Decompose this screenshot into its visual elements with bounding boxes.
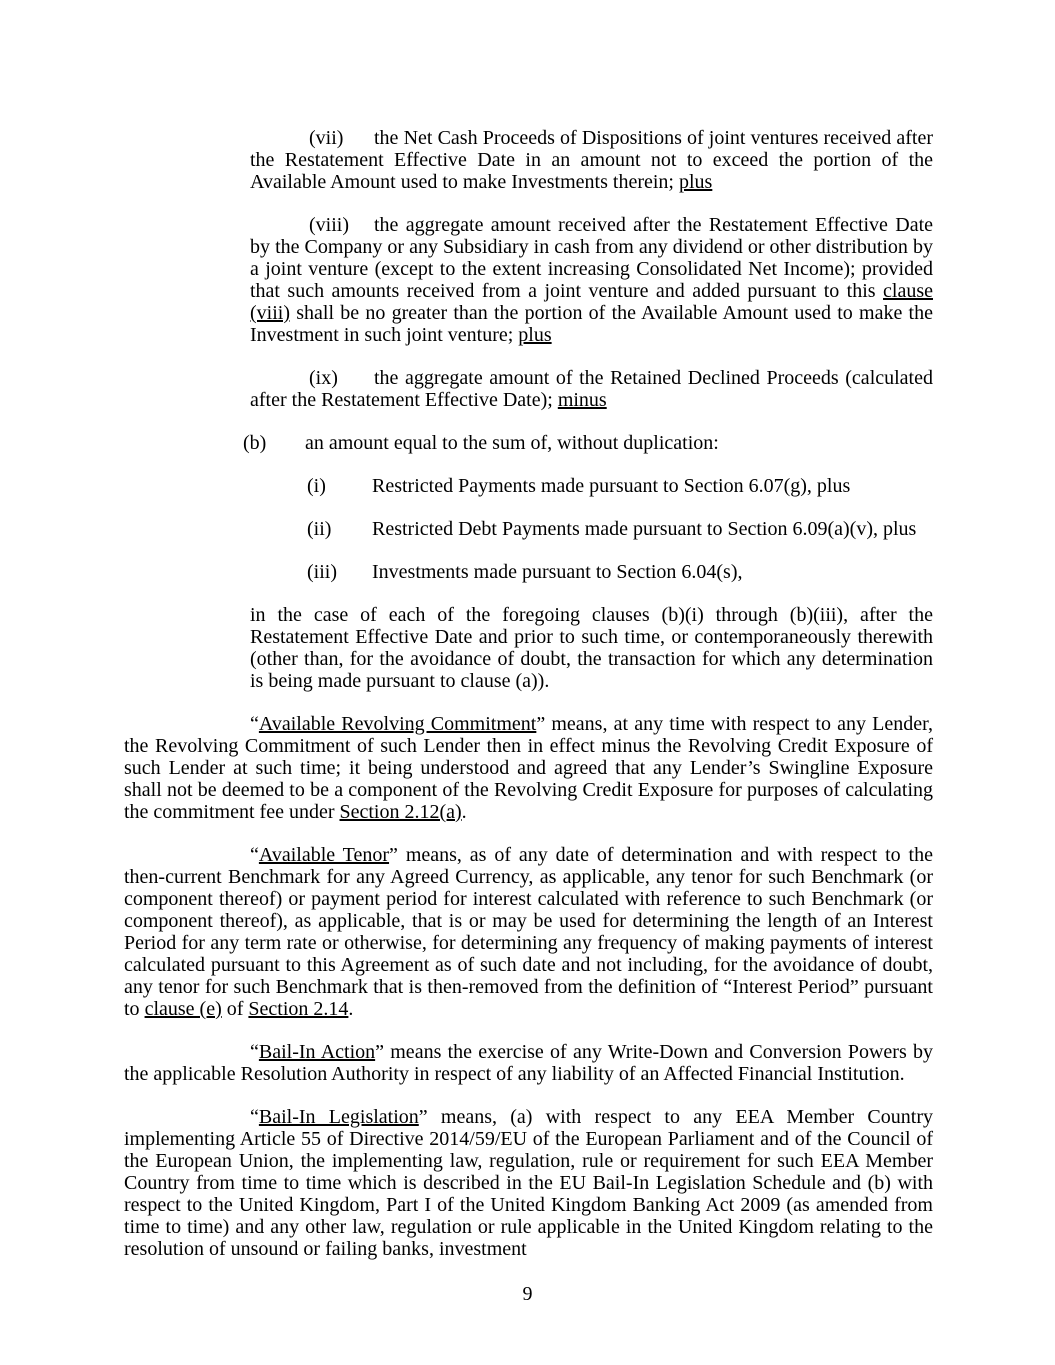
page-number: 9 <box>522 1283 533 1305</box>
list-paragraph <box>307 561 933 583</box>
paragraph <box>124 1106 933 1260</box>
underlined-term: Bail-In Legislation <box>258 1106 419 1128</box>
underlined-term: minus <box>557 389 607 411</box>
text-run: “ <box>250 713 259 735</box>
text-run: the Net Cash Proceeds of Dispositions of joint ventures received after the Restatement Effective Date in an amount not to exceed the portion of the Available Amount used to make Investments therein; <box>250 127 933 193</box>
text-run: “ <box>250 1106 259 1128</box>
text-run: of <box>221 998 249 1020</box>
underlined-term: Bail-In Action <box>258 1041 376 1063</box>
list-label: (viii) <box>309 214 349 236</box>
text-run: the aggregate amount of the Retained Declined Proceeds (calculated after the Restatement Effective Date); <box>250 367 933 411</box>
list-label: (vii) <box>309 127 344 149</box>
list-paragraph <box>250 127 933 193</box>
paragraph <box>124 1041 933 1085</box>
underlined-term: plus <box>518 324 552 346</box>
list-paragraph <box>307 518 933 540</box>
underlined-term: clause (e) <box>144 998 222 1020</box>
list-paragraph <box>243 432 933 454</box>
text-run: the aggregate amount received after the Restatement Effective Date by the Company or any Subsidiary in cash from any dividend or other distribution by a joint venture (except to the extent increasing Consolidated Net Income); provided that such amounts received from a joint venture and added pursuant to this <box>250 214 933 302</box>
text-run: an amount equal to the sum of, without duplication: <box>305 432 719 454</box>
text-run: in the case of each of the foregoing clauses (b)(i) through (b)(iii), after the Restatement Effective Date and prior to such time, or contemporaneously therewith (other than, for the avoidance of doubt, the transaction for which any determination is being made pursuant to clause (a)). <box>250 604 933 692</box>
text-run: Restricted Payments made pursuant to Section 6.07(g), plus <box>372 475 851 497</box>
text-run: ” means, (a) with respect to any EEA Member Country implementing Article 55 of Directive 2014/59/EU of the European Parliament and of the Council of the European Union, the implementing law, regulation, rule or requirement for such EEA Member Country from time to time which is described in the EU Bail-In Legislation Schedule and (b) with respect to the United Kingdom, Part I of the United Kingdom Banking Act 2009 (as amended from time to time) and any other law, regulation or rule applicable in the United Kingdom relating to the resolution of unsound or failing banks, investment <box>124 1106 933 1260</box>
underlined-term: plus <box>678 171 713 193</box>
paragraph <box>250 604 933 692</box>
underlined-term: Section 2.12(a) <box>339 801 462 823</box>
list-paragraph <box>250 214 933 346</box>
text-run: “ <box>250 844 259 866</box>
underlined-term: Available Tenor <box>258 844 390 866</box>
list-label: (ix) <box>309 367 338 389</box>
text-run: “ <box>250 1041 259 1063</box>
underlined-term: Section 2.14 <box>248 998 349 1020</box>
text-run: . <box>348 998 354 1020</box>
underlined-term: Available Revolving Commitment <box>258 713 537 735</box>
text-run: ” means, as of any date of determination and with respect to the then-current Benchmark for any Agreed Currency, as applicable, any tenor for such Benchmark (or component thereof) or payment period for interest calculated with reference to such Benchmark (or component thereof), as applicable, that is or may be used for determining the length of an Interest Period for any term rate or otherwise, for determining any frequency of making payments of interest calculated pursuant to this Agreement as of such date and not including, for the avoidance of doubt, any tenor for such Benchmark that is then-removed from the definition of “Interest Period” pursuant to <box>124 844 933 1020</box>
text-run: Investments made pursuant to Section 6.04(s), <box>372 561 743 583</box>
document-body <box>124 127 933 1281</box>
list-paragraph <box>307 475 933 497</box>
list-label: (i) <box>307 475 326 497</box>
text-run: shall be no greater than the portion of the Available Amount used to make the Investment in such joint venture; <box>250 302 933 346</box>
text-run: . <box>461 801 467 823</box>
text-run: Restricted Debt Payments made pursuant to Section 6.09(a)(v), plus <box>372 518 917 540</box>
paragraph <box>124 713 933 823</box>
text-run: ” means, at any time with respect to any Lender, the Revolving Commitment of such Lender then in effect minus the Revolving Credit Exposure of such Lender at such time; it being understood and agreed that any Lender’s Swingline Exposure shall not be deemed to be a component of the Revolving Credit Exposure for purposes of calculating the commitment fee under <box>124 713 933 823</box>
underlined-term: clause (viii) <box>250 280 933 324</box>
list-label: (iii) <box>307 561 337 583</box>
text-run: ” means the exercise of any Write-Down and Conversion Powers by the applicable Resolution Authority in respect of any liability of an Affected Financial Institution. <box>124 1041 933 1085</box>
list-label: (b) <box>243 432 267 454</box>
list-paragraph <box>250 367 933 411</box>
list-label: (ii) <box>307 518 332 540</box>
paragraph <box>124 844 933 1020</box>
